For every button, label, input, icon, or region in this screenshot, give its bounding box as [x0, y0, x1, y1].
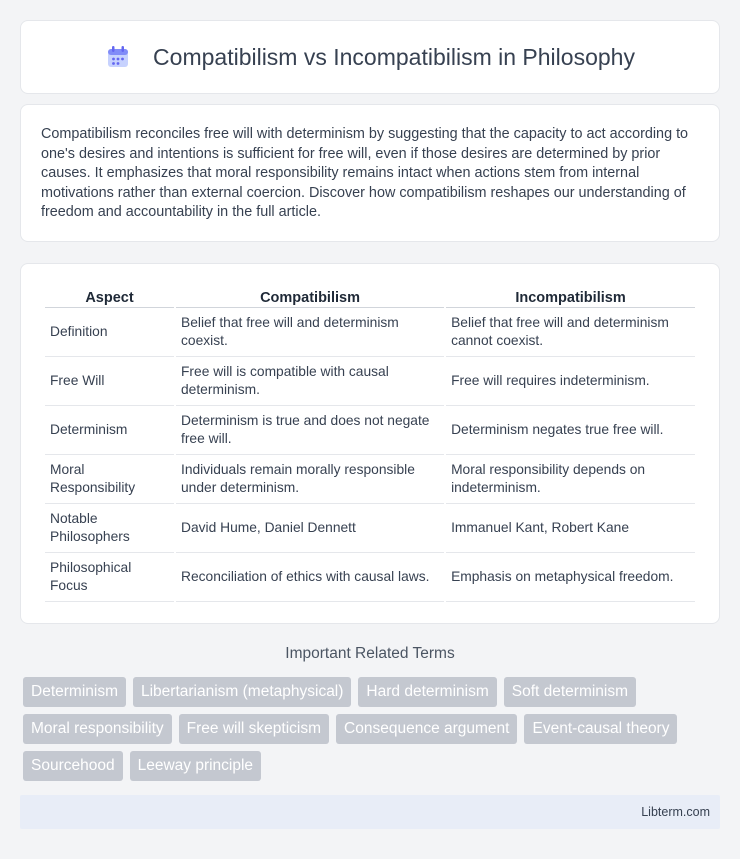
table-cell: Moral Responsibility — [45, 455, 174, 504]
table-cell: Belief that free will and determinism coexist. — [176, 308, 444, 357]
intro-text: Compatibilism reconciles free will with determinism by suggesting that the capacity to act according to one's desires and intentions is sufficient for free will, even if those desires are determined by prior causes. It emphasizes that moral responsibility remains intact when actions stem from internal motivations rather than external coercion. Discover how compatibilism reshapes our understanding of freedom and accountability in the full article. — [41, 126, 689, 220]
footer-brand-link[interactable]: Libterm.com — [641, 805, 710, 819]
comparison-table — [43, 284, 697, 602]
related-terms-list — [23, 677, 723, 781]
table-row — [45, 553, 695, 602]
header-card — [20, 20, 720, 94]
table-cell: Determinism — [45, 406, 174, 455]
table-cell: Emphasis on metaphysical freedom. — [446, 553, 695, 602]
table-cell: Definition — [45, 308, 174, 357]
table-cell: Free will requires indeterminism. — [446, 357, 695, 406]
related-term-tag[interactable]: Hard determinism — [358, 677, 496, 707]
table-cell: Immanuel Kant, Robert Kane — [446, 504, 695, 553]
table-cell: Philosophical Focus — [45, 553, 174, 602]
intro-card — [20, 104, 720, 242]
table-row — [45, 455, 695, 504]
related-term-tag[interactable]: Consequence argument — [336, 714, 517, 744]
related-term-tag[interactable]: Soft determinism — [504, 677, 636, 707]
table-cell: Determinism negates true free will. — [446, 406, 695, 455]
column-header: Aspect — [45, 284, 174, 308]
table-row — [45, 504, 695, 553]
related-term-tag[interactable]: Moral responsibility — [23, 714, 172, 744]
table-cell: Notable Philosophers — [45, 504, 174, 553]
related-term-tag[interactable]: Determinism — [23, 677, 126, 707]
related-term-tag[interactable]: Free will skepticism — [179, 714, 329, 744]
related-terms-title: Important Related Terms — [285, 645, 455, 662]
table-row — [45, 308, 695, 357]
table-cell: Belief that free will and determinism cannot coexist. — [446, 308, 695, 357]
table-cell: Moral responsibility depends on indeterminism. — [446, 455, 695, 504]
page-title: Compatibilism vs Incompatibilism in Philosophy — [153, 43, 635, 70]
comparison-table-card — [20, 263, 720, 624]
table-cell: Reconciliation of ethics with causal laws. — [176, 553, 444, 602]
related-term-tag[interactable]: Leeway principle — [130, 751, 261, 781]
table-row — [45, 357, 695, 406]
table-cell: Determinism is true and does not negate free will. — [176, 406, 444, 455]
table-cell: Free will is compatible with causal determinism. — [176, 357, 444, 406]
footer — [20, 795, 720, 829]
related-term-tag[interactable]: Sourcehood — [23, 751, 123, 781]
table-header-row — [45, 284, 695, 308]
related-term-tag[interactable]: Event-causal theory — [524, 714, 677, 744]
table-cell: Individuals remain morally responsible under determinism. — [176, 455, 444, 504]
column-header: Compatibilism — [176, 284, 444, 308]
calendar-icon — [105, 44, 131, 70]
table-cell: Free Will — [45, 357, 174, 406]
column-header: Incompatibilism — [446, 284, 695, 308]
table-row — [45, 406, 695, 455]
related-term-tag[interactable]: Libertarianism (metaphysical) — [133, 677, 351, 707]
table-cell: David Hume, Daniel Dennett — [176, 504, 444, 553]
